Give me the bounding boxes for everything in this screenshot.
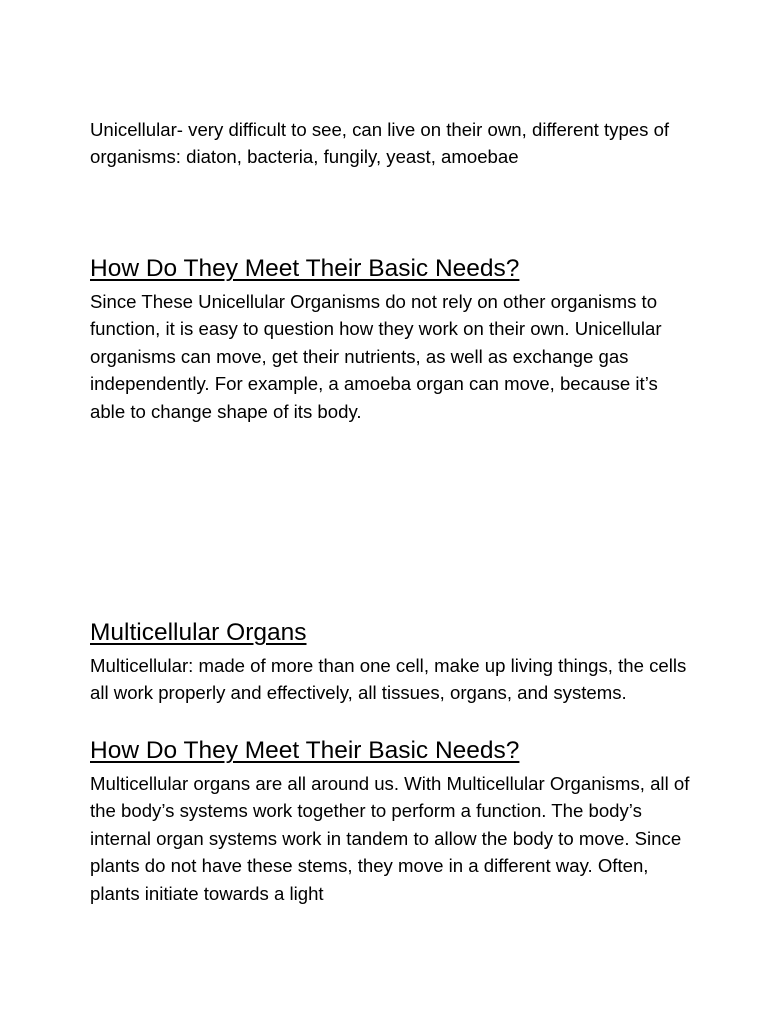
- intro-paragraph: Unicellular- very difficult to see, can live on their own, different types of organisms: diaton, bacteria, fungily, yeast, amoebae: [90, 119, 670, 168]
- multicellular-definition-paragraph: Multicellular: made of more than one cell, make up living things, the cells all work properly and effectively, all tissues, organs, and systems.: [90, 655, 687, 704]
- multicellular-organs-heading: Multicellular Organs: [90, 619, 307, 646]
- unicellular-needs-paragraph: Since These Unicellular Organisms do not rely on other organisms to function, it is easy to question how they work on their own. Unicellular organisms can move, get their nutrients, as well as exchange gas independently. For example, a amoeba organ can move, because it’s able to change shape of its body.: [90, 291, 662, 422]
- multicellular-needs-heading: How Do They Meet Their Basic Needs?: [90, 737, 520, 764]
- unicellular-needs-heading: How Do They Meet Their Basic Needs?: [90, 255, 520, 282]
- multicellular-needs-paragraph: Multicellular organs are all around us. With Multicellular Organisms, all of the body’s systems work together to perform a function. The body’s internal organ systems work in tandem to allow the body to move. Since plants do not have these stems, they move in a different way. Often, plants initiate towards a light: [90, 773, 690, 904]
